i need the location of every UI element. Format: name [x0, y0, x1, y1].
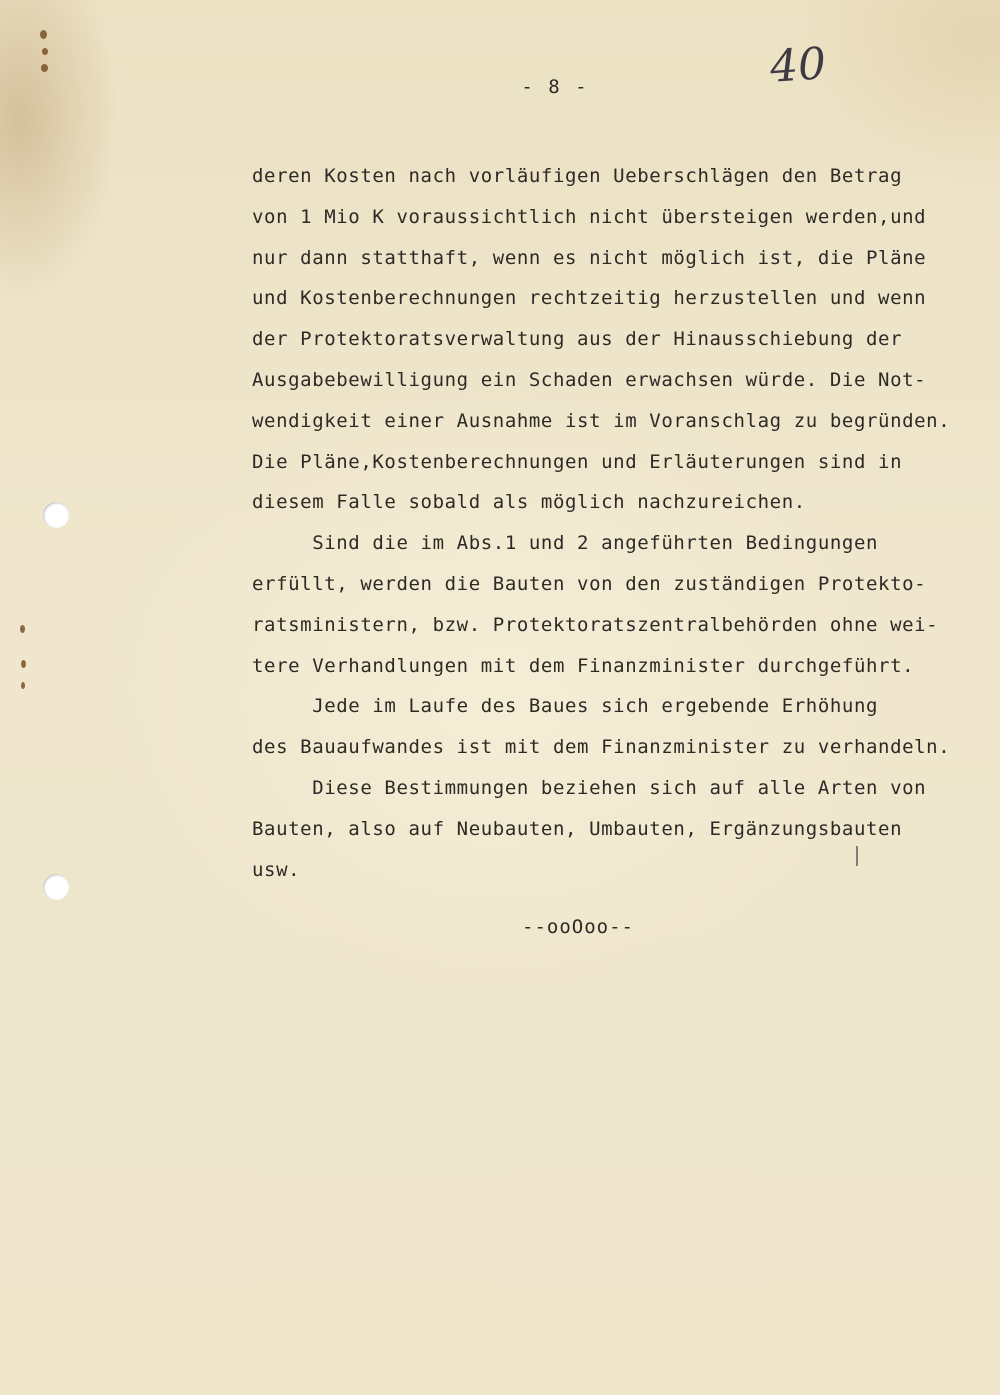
- rust-stain: [41, 64, 48, 72]
- text-line: Sind die im Abs.1 und 2 angeführten Bedingungen: [252, 532, 879, 555]
- body-text: [252, 156, 952, 890]
- pencil-mark: [856, 846, 858, 866]
- punch-hole: [43, 874, 69, 900]
- rust-stain: [42, 48, 48, 55]
- text-line: Die Pläne,Kostenberechnungen und Erläuterungen sind in: [252, 450, 903, 473]
- text-line: diesem Falle sobald als möglich nachzureichen.: [252, 491, 806, 514]
- text-line: der Protektoratsverwaltung aus der Hinausschiebung der: [252, 328, 903, 351]
- closing-mark: --ooOoo--: [522, 916, 634, 938]
- handwritten-folio-number: 40: [768, 38, 828, 93]
- text-line: von 1 Mio K voraussichtlich nicht übersteigen werden,und: [252, 205, 927, 228]
- text-line: Jede im Laufe des Baues sich ergebende Erhöhung: [252, 695, 879, 718]
- text-line: und Kostenberechnungen rechtzeitig herzustellen und wenn: [252, 287, 927, 310]
- rust-stain: [21, 682, 25, 689]
- text-line: des Bauaufwandes ist mit dem Finanzminister zu verhandeln.: [252, 736, 951, 759]
- text-line: nur dann statthaft, wenn es nicht möglich ist, die Pläne: [252, 246, 927, 269]
- rust-stain: [40, 30, 47, 39]
- text-line: Ausgabebewilligung ein Schaden erwachsen würde. Die Not-: [252, 368, 927, 391]
- rust-stain: [20, 625, 25, 633]
- text-line: usw.: [252, 858, 301, 881]
- text-line: ratsministern, bzw. Protektoratszentralbehörden ohne wei-: [252, 613, 939, 636]
- text-line: erfüllt, werden die Bauten von den zuständigen Protekto-: [252, 572, 927, 595]
- text-line: Bauten, also auf Neubauten, Umbauten, Ergänzungsbauten: [252, 817, 903, 840]
- text-line: tere Verhandlungen mit dem Finanzminister durchgeführt.: [252, 654, 915, 677]
- text-line: deren Kosten nach vorläufigen Ueberschlägen den Betrag: [252, 165, 903, 187]
- page-number: - 8 -: [521, 76, 589, 98]
- rust-stain: [21, 660, 26, 668]
- text-line: Diese Bestimmungen beziehen sich auf alle Arten von: [252, 776, 927, 799]
- punch-hole: [43, 502, 69, 528]
- text-line: wendigkeit einer Ausnahme ist im Voranschlag zu begründen.: [252, 409, 951, 432]
